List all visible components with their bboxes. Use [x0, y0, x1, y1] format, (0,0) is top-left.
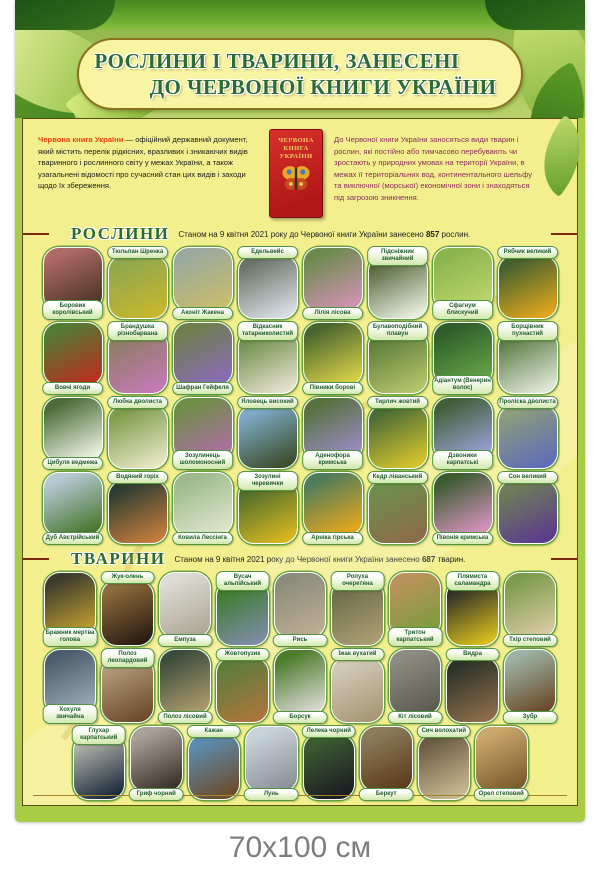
animals-section-title: ТВАРИНИ	[71, 549, 166, 568]
species-label: Аденофора кримська	[302, 450, 364, 470]
divider-line	[551, 558, 577, 561]
species-photo	[368, 480, 428, 544]
species-card	[367, 321, 429, 395]
species-card	[100, 571, 155, 647]
species-card	[42, 396, 104, 470]
species-photo	[418, 734, 471, 800]
species-label: Тирлич жовтий	[367, 396, 429, 409]
species-card	[445, 571, 500, 647]
red-book-cover	[269, 129, 323, 218]
species-row	[28, 471, 572, 545]
species-label: Зубр	[503, 711, 558, 724]
species-label: Аконіт Жакена	[172, 307, 234, 320]
species-photo	[108, 405, 168, 469]
red-book-poster	[15, 0, 585, 822]
species-card	[302, 321, 364, 395]
species-label: Цибуля ведмежа	[42, 457, 104, 470]
species-card	[172, 246, 234, 320]
species-label: Кіт лісовий	[388, 711, 443, 724]
species-card	[445, 648, 500, 724]
species-card	[172, 396, 234, 470]
species-photo	[43, 472, 103, 536]
species-label: Ропуха очеретяна	[330, 571, 385, 591]
species-card	[158, 648, 213, 724]
species-card	[432, 246, 494, 320]
species-label: Боровик королівський	[42, 300, 104, 320]
species-photo	[446, 657, 499, 723]
species-photo	[188, 734, 241, 800]
species-label: Борщівник пухнастий	[497, 321, 559, 341]
species-card	[187, 725, 242, 801]
subtitle-suffix: тварин.	[437, 554, 466, 564]
species-label: Дзвоники карпатські	[432, 450, 494, 470]
species-card	[302, 471, 364, 545]
species-label: Жук-олень	[100, 571, 155, 584]
species-card	[388, 648, 443, 724]
species-label: Зозулині черевички	[237, 471, 299, 491]
plants-grid	[23, 246, 577, 545]
plants-section-title: РОСЛИНИ	[71, 224, 170, 243]
species-label: Полоз лісовий	[158, 711, 213, 724]
species-label: Бражник мертва голова	[43, 627, 98, 647]
species-card	[497, 396, 559, 470]
species-card	[330, 571, 385, 647]
species-label: Вусач альпійський	[215, 571, 270, 591]
species-card	[302, 246, 364, 320]
species-label: Тритон карпатський	[388, 627, 443, 647]
species-photo	[101, 580, 154, 646]
species-card	[237, 471, 299, 545]
species-card	[42, 471, 104, 545]
species-label: Півонія кримська	[432, 532, 494, 545]
species-card	[432, 396, 494, 470]
subtitle-prefix: Станом на 9 квітня 2021 року до Червоної книги України занесено	[178, 229, 424, 239]
plants-section-subtitle	[178, 230, 551, 239]
size-caption: 70x100 см	[228, 831, 372, 864]
species-label: Півники борові	[302, 382, 364, 395]
species-card	[172, 321, 234, 395]
species-card	[474, 725, 529, 801]
butterfly-icon	[279, 161, 313, 195]
species-card	[215, 571, 270, 647]
species-photo	[43, 322, 103, 386]
species-card	[107, 246, 169, 320]
species-label: Жовтопузик	[215, 648, 270, 661]
species-photo	[498, 480, 558, 544]
species-row	[28, 246, 572, 320]
species-label: Брандушка різнобарвана	[107, 321, 169, 341]
species-card	[129, 725, 184, 801]
species-label: Водяний горіх	[107, 471, 169, 484]
species-photo	[173, 322, 233, 386]
species-photo	[331, 657, 384, 723]
species-label: Кедр ліванський	[367, 471, 429, 484]
animals-section-subtitle	[174, 555, 551, 564]
species-photo	[504, 572, 557, 638]
species-label: Підсніжник звичайний	[367, 246, 429, 266]
species-card	[367, 471, 429, 545]
species-label: Глухар карпатський	[71, 725, 126, 745]
species-card	[497, 246, 559, 320]
subtitle-prefix: Станом на 9 квітня 2021 року до Червоної книги України занесено	[174, 554, 420, 564]
species-card	[497, 321, 559, 395]
poster-body	[22, 118, 578, 806]
species-row	[28, 396, 572, 470]
species-card	[367, 246, 429, 320]
species-card	[503, 648, 558, 724]
species-card	[72, 725, 127, 801]
species-label: Шафран Гейфеля	[172, 382, 234, 395]
species-card	[273, 571, 328, 647]
species-label: Зозулинець шоломоносний	[172, 450, 234, 470]
species-card	[302, 725, 357, 801]
species-row	[28, 648, 572, 724]
species-label: Кажан	[186, 725, 241, 738]
species-label: Полоз леопардовий	[100, 648, 155, 668]
divider-line	[23, 233, 49, 236]
species-photo	[173, 472, 233, 536]
species-card	[107, 471, 169, 545]
species-label: Тюльпан Шренка	[107, 246, 169, 259]
corner-leaf-right	[485, 0, 585, 30]
definition-text	[38, 129, 258, 192]
species-card	[244, 725, 299, 801]
species-card	[367, 396, 429, 470]
species-card	[237, 396, 299, 470]
species-label: Лунь	[244, 788, 299, 801]
species-label: Борсук	[273, 711, 328, 724]
species-photo	[433, 472, 493, 536]
species-card	[432, 321, 494, 395]
book-title-line: КНИГА	[283, 145, 309, 152]
top-border	[15, 0, 585, 30]
species-row	[28, 321, 572, 395]
species-card	[172, 471, 234, 545]
species-label: Вовчі ягоди	[42, 382, 104, 395]
species-label: Лелека чорний	[301, 725, 356, 738]
species-card	[503, 571, 558, 647]
species-card	[100, 648, 155, 724]
species-photo	[238, 405, 298, 469]
definition-body: — офіційний державний документ, який містить перелік рідкісних, вразливих і зникаючих видів тваринного і рослинного світу у межах України, а також узагальнені відомості про сучасний стан цих видів і заходи щодо їх збереження.	[38, 135, 248, 191]
species-label: Тхір степовий	[503, 634, 558, 647]
species-card	[273, 648, 328, 724]
species-label: Дуб Австрійський	[42, 532, 104, 545]
corner-leaf-left	[15, 0, 115, 30]
species-photo	[238, 255, 298, 319]
species-label: Ковила Лессінга	[172, 532, 234, 545]
species-label: Булавоподібний плавун	[367, 321, 429, 341]
species-card	[237, 246, 299, 320]
poster-title	[77, 38, 523, 110]
animals-section-header	[23, 547, 577, 571]
species-photo	[498, 405, 558, 469]
species-card	[215, 648, 270, 724]
species-photo	[303, 247, 363, 311]
species-photo	[498, 255, 558, 319]
species-card	[237, 321, 299, 395]
species-label: Рись	[273, 634, 328, 647]
species-photo	[159, 649, 212, 715]
animals-grid	[23, 571, 577, 801]
species-card	[330, 648, 385, 724]
species-label: Рябчик великий	[497, 246, 559, 259]
species-card	[107, 321, 169, 395]
species-label: Беркут	[359, 788, 414, 801]
species-label: Арніка гірська	[302, 532, 364, 545]
species-label: Проліска дволиста	[497, 396, 559, 409]
species-photo	[368, 405, 428, 469]
species-card	[302, 396, 364, 470]
species-label: Емпуза	[158, 634, 213, 647]
species-label: Їжак вухатий	[330, 648, 385, 661]
species-photo	[303, 734, 356, 800]
species-photo	[245, 726, 298, 792]
species-photo	[159, 572, 212, 638]
species-card	[158, 571, 213, 647]
species-label: Едельвейс	[237, 246, 299, 259]
species-photo	[303, 472, 363, 536]
species-label: Адіантум (Венерин волос)	[432, 375, 494, 395]
species-photo	[274, 572, 327, 638]
species-label: Сич волохатий	[416, 725, 471, 738]
species-card	[107, 396, 169, 470]
plants-section-header	[23, 222, 577, 246]
species-photo	[173, 247, 233, 311]
species-photo	[504, 649, 557, 715]
species-card	[432, 471, 494, 545]
species-card	[359, 725, 414, 801]
species-card	[417, 725, 472, 801]
species-label: Відкасник татарниколистий	[237, 321, 299, 341]
species-label: Любка дволиста	[107, 396, 169, 409]
species-photo	[389, 649, 442, 715]
species-card	[43, 571, 98, 647]
species-photo	[216, 657, 269, 723]
species-card	[497, 471, 559, 545]
species-label: Орел степовий	[474, 788, 529, 801]
species-photo	[274, 649, 327, 715]
title-line-1: РОСЛИНИ І ТВАРИНИ, ЗАНЕСЕНІ	[94, 49, 460, 73]
species-label: Сон великий	[497, 471, 559, 484]
species-label: Хохуля звичайна	[43, 704, 98, 724]
poster-header	[15, 30, 585, 118]
species-label: Яловець високий	[237, 396, 299, 409]
book-title-line: УКРАЇНИ	[279, 153, 313, 160]
plants-count: 857	[425, 229, 440, 239]
species-label: Лілія лісова	[302, 307, 364, 320]
species-label: Видра	[445, 648, 500, 661]
species-photo	[475, 726, 528, 792]
subtitle-suffix: рослин.	[441, 229, 471, 239]
species-row	[28, 571, 572, 647]
species-card	[43, 648, 98, 724]
title-line-2: ДО ЧЕРВОНОЇ КНИГИ УКРАЇНИ	[149, 75, 497, 99]
species-photo	[130, 726, 183, 792]
species-card	[42, 246, 104, 320]
species-photo	[108, 255, 168, 319]
species-photo	[360, 726, 413, 792]
divider-line	[23, 558, 49, 561]
divider-line	[551, 233, 577, 236]
book-title-line: ЧЕРВОНА	[278, 137, 314, 144]
species-label: Плямиста саламандра	[445, 571, 500, 591]
species-card	[388, 571, 443, 647]
species-photo	[303, 322, 363, 386]
species-label: Сфагнум блискучий	[432, 300, 494, 320]
species-card	[42, 321, 104, 395]
species-label: Гриф чорний	[129, 788, 184, 801]
criteria-text: До Червоної книги України заносяться види тварин і рослин, які постійно або тимчасово перебувають чи зростають у природних умовах на території України, в межах її територіальних вод, континентального шельфу та виключної (морської) економічної зони і знаходяться під загрозою зникнення.	[334, 135, 533, 202]
animals-count: 687	[421, 554, 436, 564]
species-row	[28, 725, 572, 801]
species-photo	[108, 480, 168, 544]
species-photo	[43, 397, 103, 461]
intro-section	[23, 119, 577, 220]
definition-lead: Червона книга України	[38, 135, 124, 144]
